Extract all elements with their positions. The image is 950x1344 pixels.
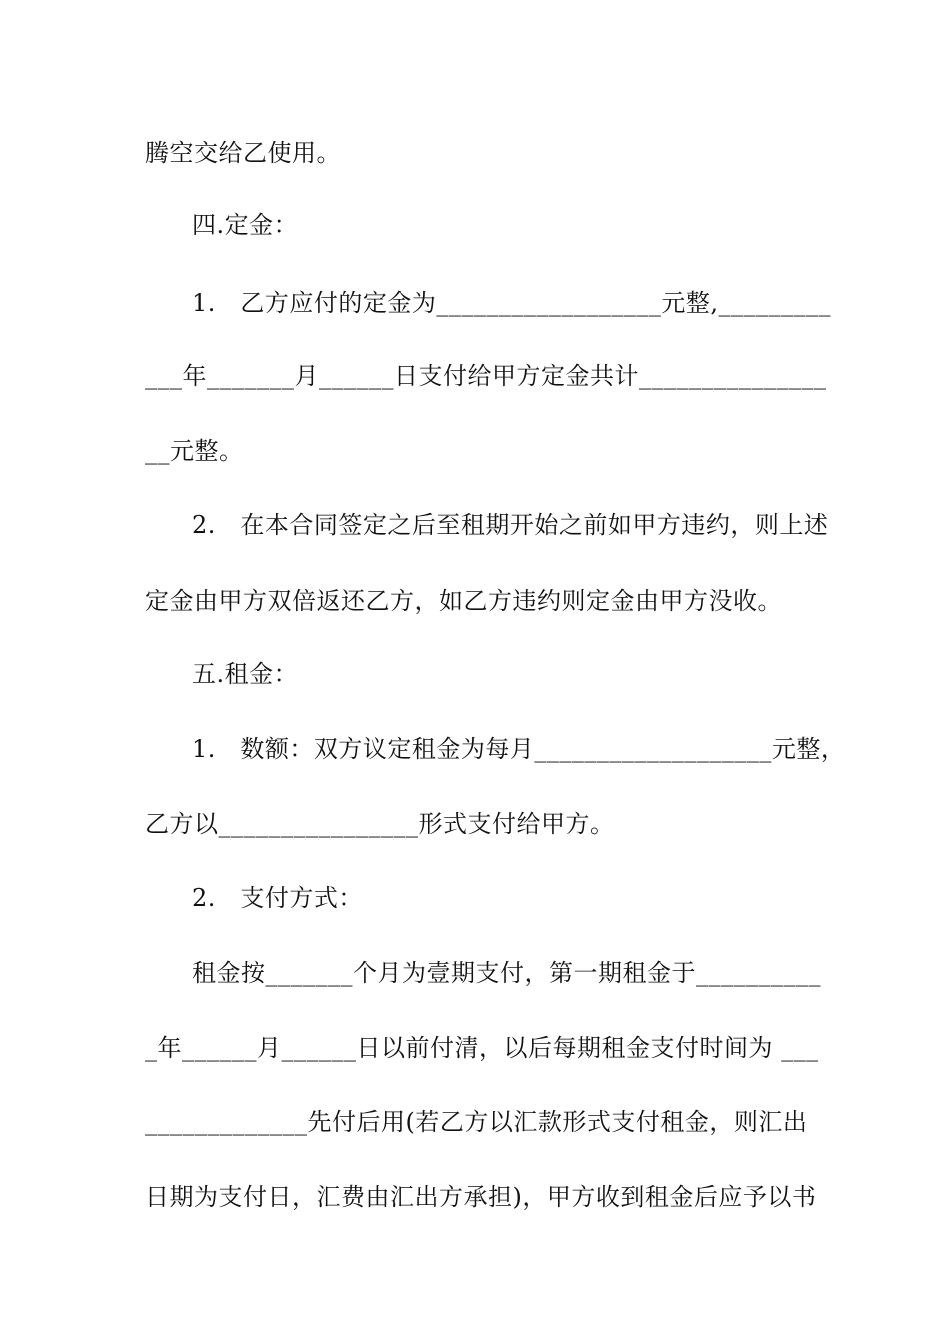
subheading-payment-method: 2. 支付方式： (192, 884, 363, 912)
paragraph-line: _____________先付后用(若乙方以汇款形式支付租金，则汇出 (145, 1108, 808, 1136)
paragraph-line: 租金按_______个月为壹期支付，第一期租金于__________ (192, 959, 821, 987)
paragraph-line: ___年_______月______日支付给甲方定金共计_______________ (145, 362, 827, 390)
section-heading-rent: 五.租金： (192, 660, 299, 688)
paragraph-line: 定金由甲方双倍返还乙方，如乙方违约则定金由甲方没收。 (145, 587, 782, 615)
paragraph-line: 日期为支付日，汇费由汇出方承担)，甲方收到租金后应予以书 (145, 1183, 817, 1211)
paragraph-line: _年______月______日以前付清，以后每期租金支付时间为 ___ (145, 1034, 819, 1062)
paragraph-line: __元整。 (145, 437, 244, 465)
section-heading-deposit: 四.定金： (192, 211, 299, 239)
paragraph-line: 1. 数额：双方议定租金为每月___________________元整， (192, 735, 846, 763)
paragraph-line: 2. 在本合同签定之后至租期开始之前如甲方违约，则上述 (192, 511, 829, 539)
paragraph-line: 乙方以________________形式支付给甲方。 (145, 810, 615, 838)
paragraph-line: 1. 乙方应付的定金为__________________元整,_________ (192, 289, 832, 317)
paragraph-line: 腾空交给乙使用。 (145, 139, 341, 167)
